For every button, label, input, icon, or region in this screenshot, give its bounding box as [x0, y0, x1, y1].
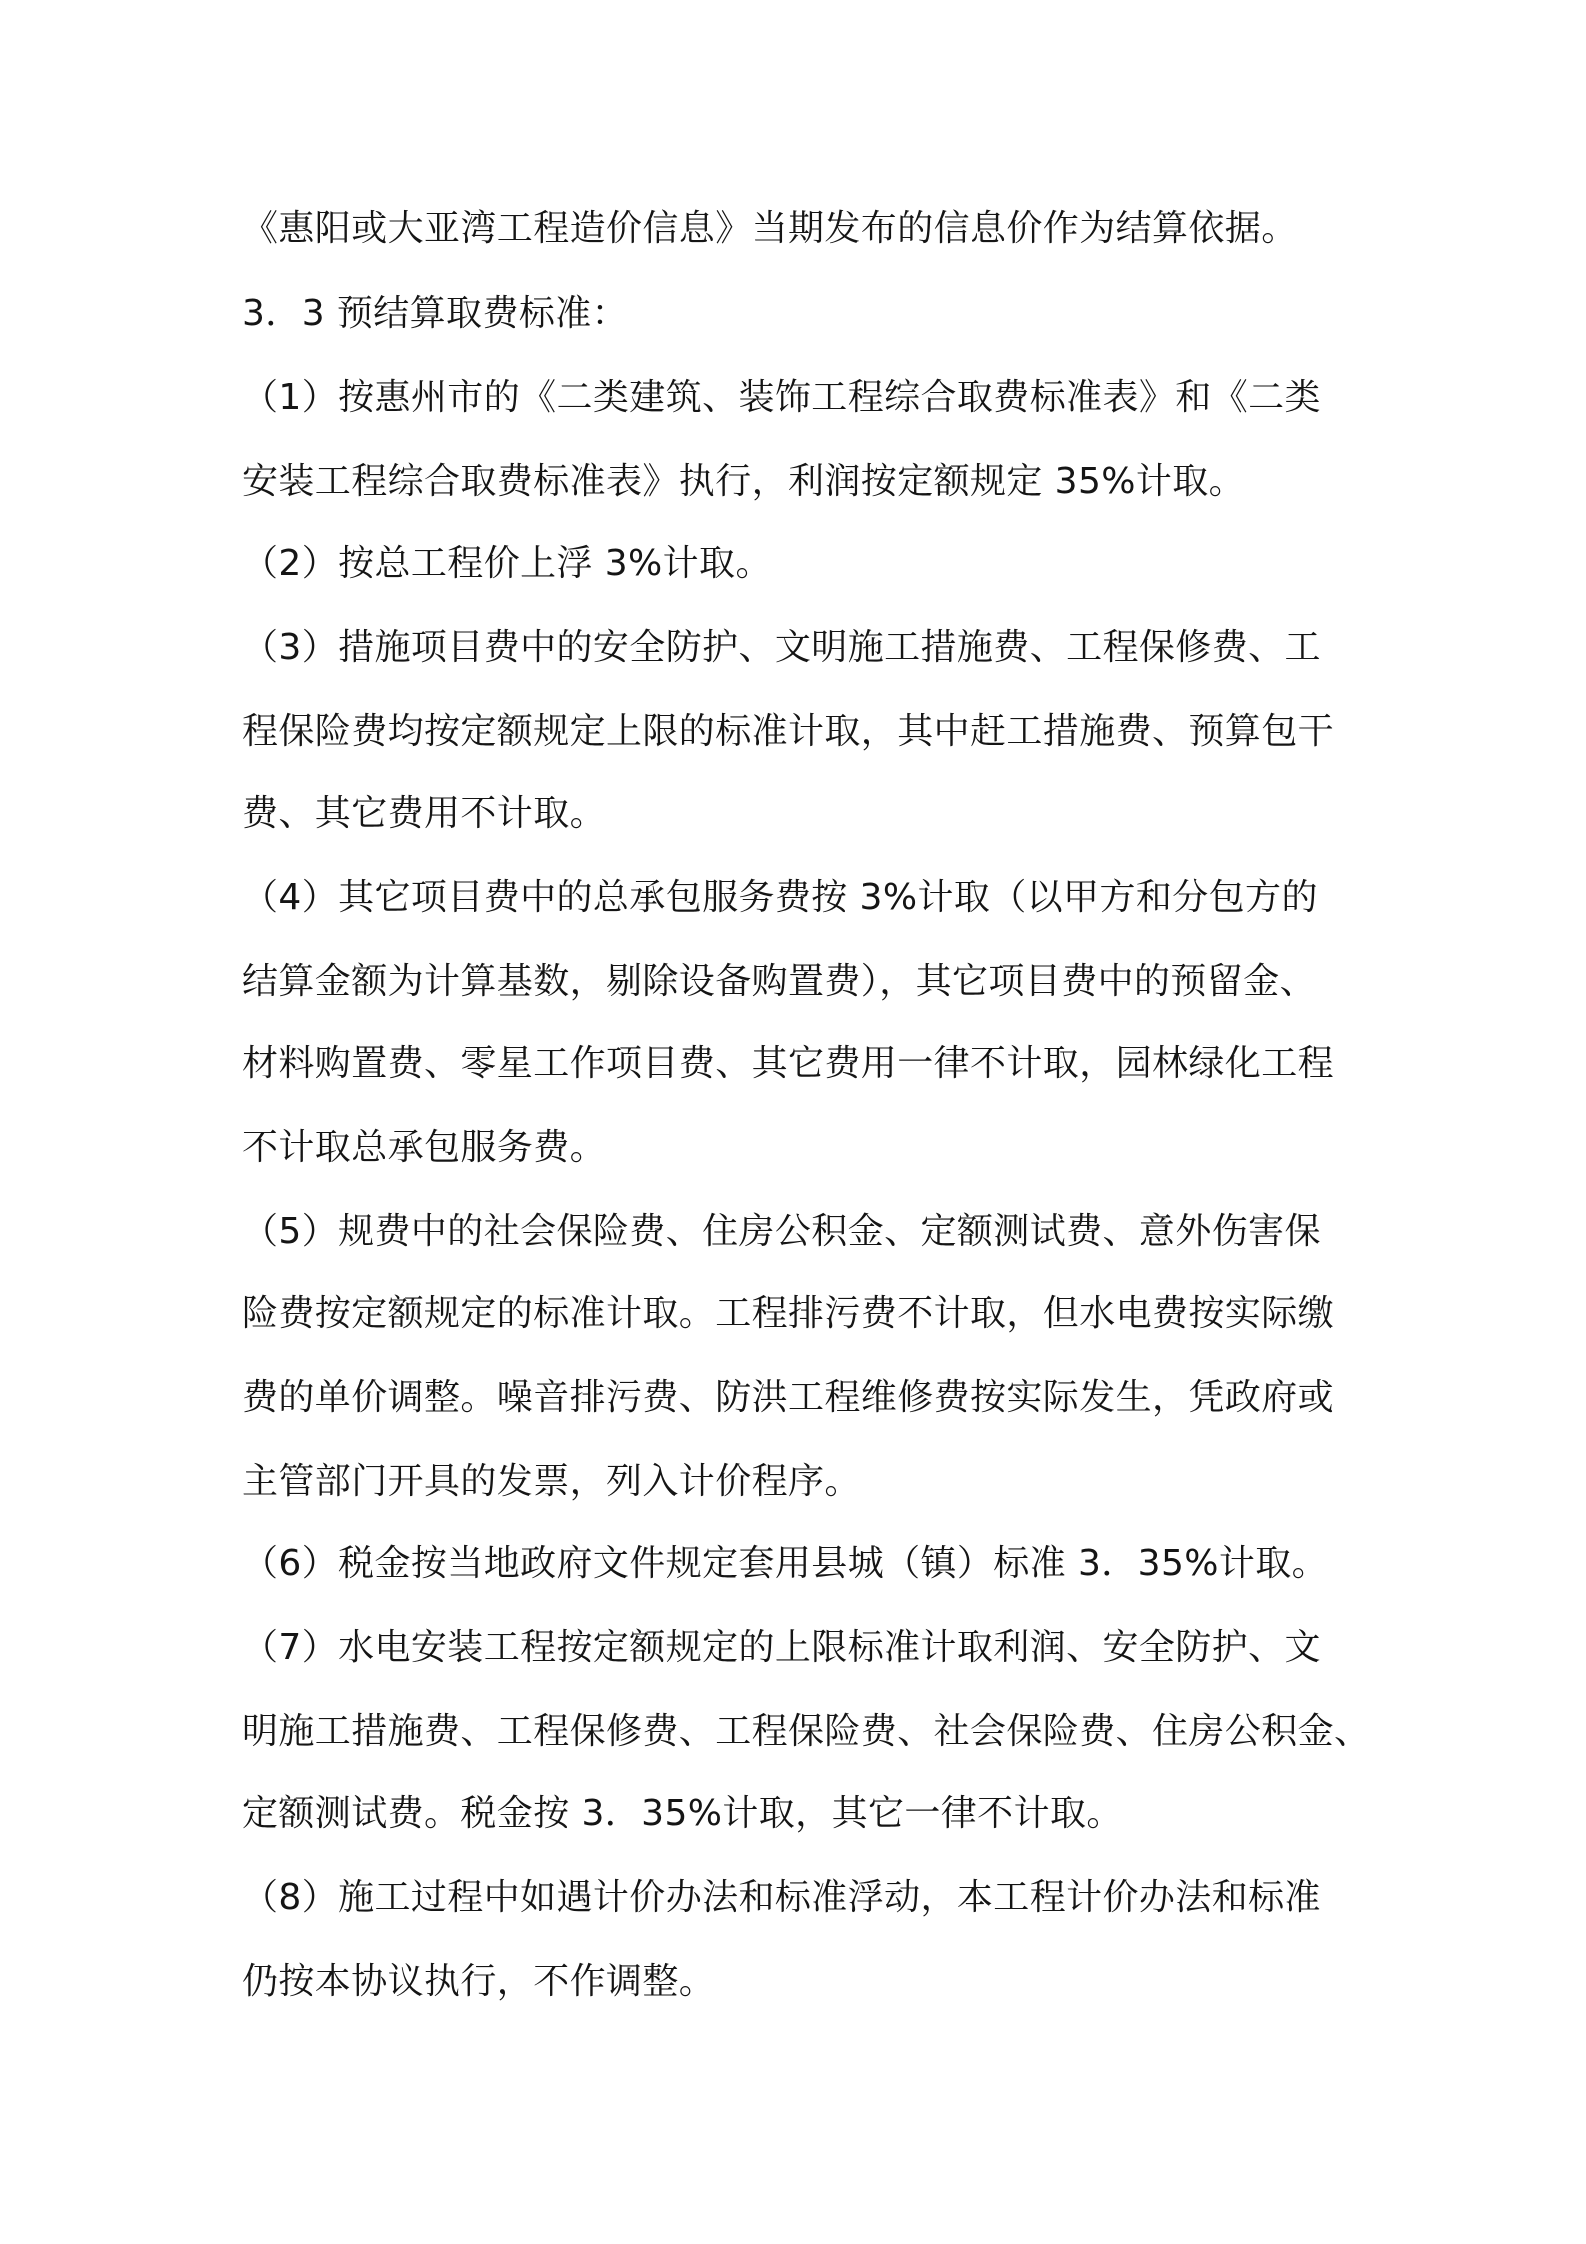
- text-line: （4）其它项目费中的总承包服务费按 3%计取（以甲方和分包方的: [242, 877, 1318, 918]
- text-line: 主管部门开具的发票，列入计价程序。: [242, 1461, 861, 1502]
- text-line: 不计取总承包服务费。: [242, 1127, 607, 1168]
- text-line: 结算金额为计算基数，剔除设备购置费），其它项目费中的预留金、: [242, 961, 1317, 1002]
- text-line: 费、其它费用不计取。: [242, 793, 607, 834]
- text-line: 《惠阳或大亚湾工程造价信息》当期发布的信息价作为结算依据。: [242, 208, 1298, 249]
- text-line: 险费按定额规定的标准计取。工程排污费不计取，但水电费按实际缴: [242, 1293, 1335, 1334]
- text-line: （2）按总工程价上浮 3%计取。: [242, 543, 772, 584]
- text-line: 程保险费均按定额规定上限的标准计取，其中赶工措施费、预算包干: [242, 711, 1335, 752]
- section-heading: 3．3 预结算取费标准：: [242, 293, 629, 334]
- text-line: 定额测试费。税金按 3．35%计取，其它一律不计取。: [242, 1793, 1123, 1834]
- text-line: 仍按本协议执行，不作调整。: [242, 1961, 716, 2002]
- text-line: （8）施工过程中如遇计价办法和标准浮动，本工程计价办法和标准: [242, 1877, 1321, 1918]
- text-line: 材料购置费、零星工作项目费、其它费用一律不计取，园林绿化工程: [242, 1043, 1335, 1084]
- text-line: 费的单价调整。噪音排污费、防洪工程维修费按实际发生，凭政府或: [242, 1377, 1335, 1418]
- text-line: （7）水电安装工程按定额规定的上限标准计取利润、安全防护、文: [242, 1627, 1321, 1668]
- text-line: （3）措施项目费中的安全防护、文明施工措施费、工程保修费、工: [242, 627, 1321, 668]
- text-line: 安装工程综合取费标准表》执行，利润按定额规定 35%计取。: [242, 461, 1246, 502]
- text-line: （5）规费中的社会保险费、住房公积金、定额测试费、意外伤害保: [242, 1211, 1321, 1252]
- text-line: 明施工措施费、工程保修费、工程保险费、社会保险费、住房公积金、: [242, 1711, 1371, 1752]
- text-line: （6）税金按当地政府文件规定套用县城（镇）标准 3．35%计取。: [242, 1543, 1329, 1584]
- text-line: （1）按惠州市的《二类建筑、装饰工程综合取费标准表》和《二类: [242, 377, 1321, 418]
